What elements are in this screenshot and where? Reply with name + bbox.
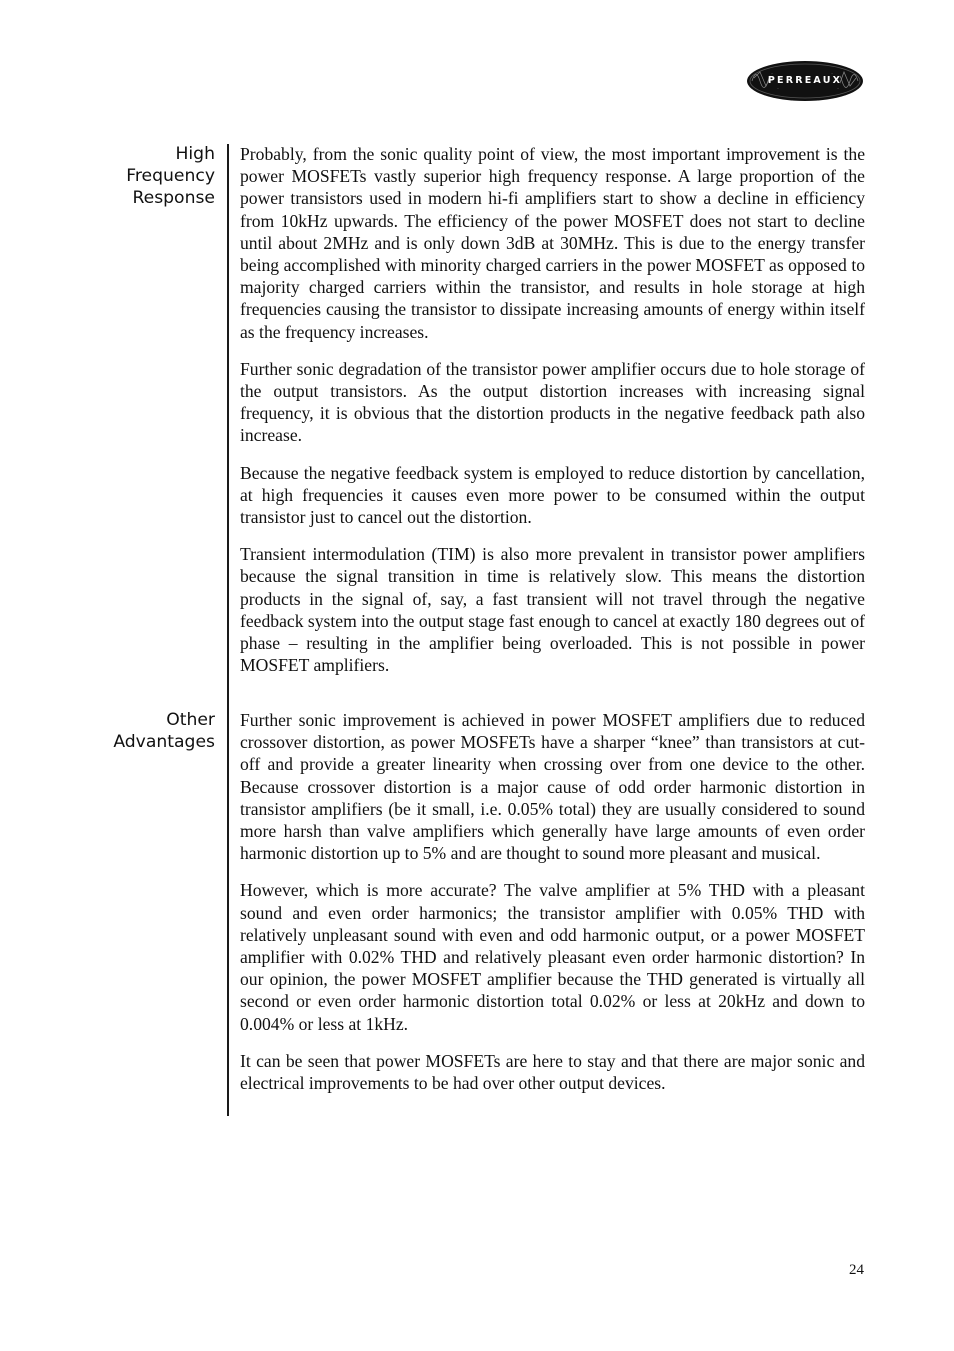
section-heading-high-frequency-response [75, 143, 215, 209]
paragraph: Transient intermodulation (TIM) is also more prevalent in transistor power amplifiers because the signal transition in time is relatively slow. This means the distortion products in the signal of, say, a fast transient will not travel through the negative feedback system into the output stage fast enough to cancel at exactly 180 degrees out of phase – resulting in the amplifier being overloaded. This is not possible in power MOSFET amplifiers. [240, 544, 865, 676]
margin-rule [227, 144, 229, 1116]
perreaux-logo [746, 60, 864, 102]
paragraph: Further sonic improvement is achieved in power MOSFET amplifiers due to reduced crossover distortion, as power MOSFETs have a sharper “knee” than transistors at cut-off and provide a greater linearity when crossing over from one device to the other. Because crossover distortion is a major cause of odd order harmonic distortion in transistor amplifiers (be it small, i.e. 0.05% total) they are usually considered to sound more harsh than valve amplifiers which generally have large amounts of even order harmonic distortion up to 5% and are thought to sound more pleasant and musical. [240, 710, 865, 864]
page-number: 24 [849, 1262, 864, 1278]
paragraph: Probably, from the sonic quality point of view, the most important improvement is the power MOSFETs vastly superior high frequency response. A large proportion of the power transistors used in modern hi-fi amplifiers start to show a decline in efficiency from 10kHz upwards. The efficiency of the power MOSFET does not start to decline until about 2MHz and is only down 3dB at 30MHz. This is due to the energy transfer being accomplished with minority charged carriers in the power MOSFET as opposed to majority charged carriers within the transistor, and results in hole storage at high frequencies causing the transistor to dissipate increasing amounts of energy within itself as the frequency increases. [240, 144, 865, 342]
heading-line: Other [166, 710, 215, 730]
section-heading-other-advantages [75, 709, 215, 753]
heading-line: Advantages [113, 732, 215, 752]
section-body-other-advantages [240, 709, 865, 1094]
heading-line: High [175, 144, 215, 164]
paragraph: Further sonic degradation of the transistor power amplifier occurs due to hole storage of the output transistors. As the output distortion increases with increasing signal frequency, it is obvious that the distortion products in the negative feedback path also increase. [240, 358, 865, 446]
section-body-high-frequency-response [240, 143, 865, 676]
heading-line: Response [132, 188, 215, 208]
paragraph: However, which is more accurate? The valve amplifier at 5% THD with a pleasant sound and even order harmonics; the transistor amplifier with 0.05% THD with relatively unpleasant sound with even and odd harmonic output, or a power MOSFET amplifier with 0.02% THD and relatively pleasant even order harmonic distortion? In our opinion, the power MOSFET amplifier because the THD generated is virtually all second or even order harmonic distortion total 0.02% or less at 20kHz and down to 0.004% or less at 1kHz. [240, 880, 865, 1034]
paragraph: Because the negative feedback system is employed to reduce distortion by cancellation, at high frequencies it causes even more power to be consumed within the output transistor just to cancel out the distortion. [240, 462, 865, 528]
heading-line: Frequency [126, 166, 215, 186]
logo-wordmark: PERREAUX [767, 75, 843, 86]
paragraph: It can be seen that power MOSFETs are here to stay and that there are major sonic and electrical improvements to be had over other output devices. [240, 1050, 865, 1094]
